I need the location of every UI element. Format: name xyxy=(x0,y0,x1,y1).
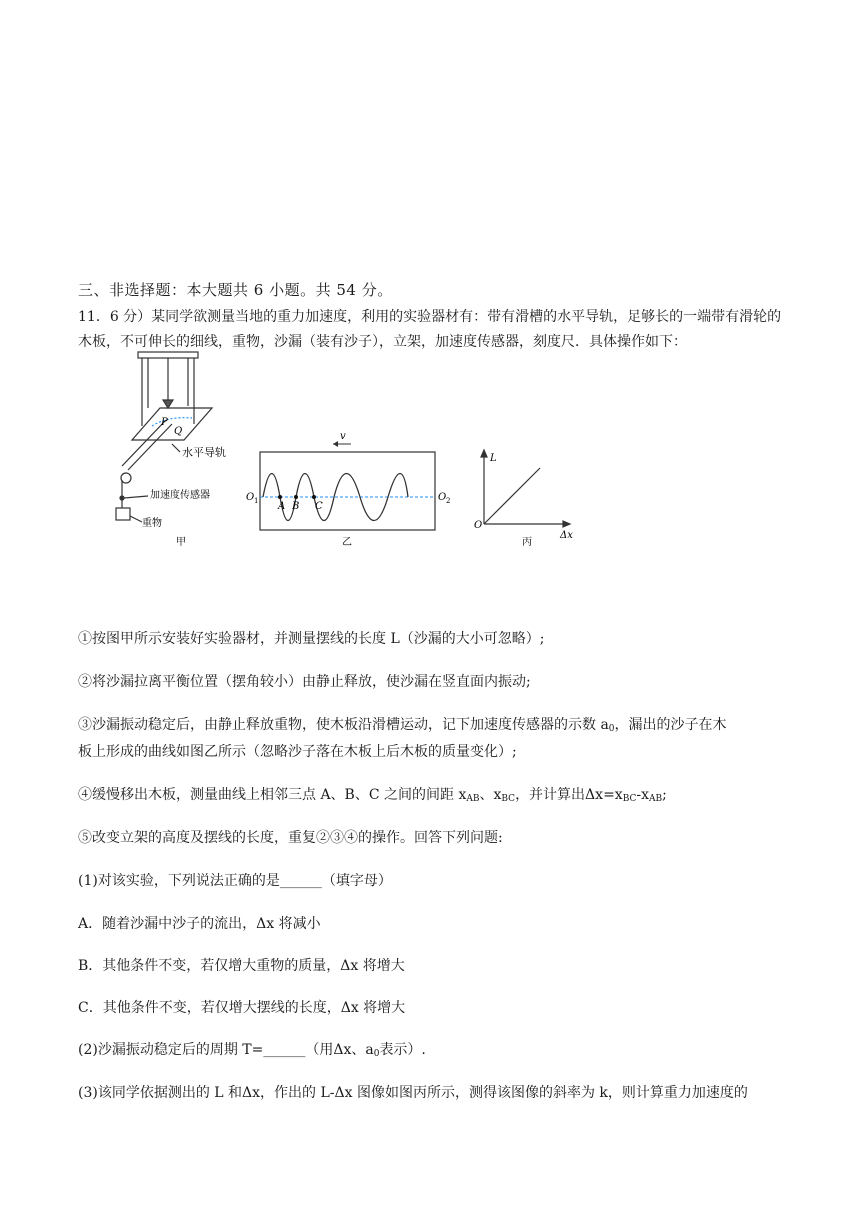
stand-top-bar xyxy=(138,352,198,358)
label-o2-sub: 2 xyxy=(446,497,451,505)
l-dx-line xyxy=(484,468,540,524)
step-5: ⑤改变立架的高度及摆线的长度，重复②③④的操作。回答下列问题: xyxy=(78,830,503,846)
label-horizontal-rail: 水平导轨 xyxy=(182,446,226,459)
leader-line xyxy=(124,496,148,498)
step-3-continued: 板上形成的曲线如图乙所示（忽略沙子落在木板上后木板的质量变化）; xyxy=(78,744,517,760)
label-c: C xyxy=(315,501,323,512)
label-dx-axis: Δx xyxy=(560,530,573,541)
question-3: (3)该同学依据测出的 L 和Δx，作出的 L-Δx 图像如图丙所示，测得该图像的斜率为 k，则计算重力加速度的 xyxy=(78,1085,748,1101)
label-acceleration-sensor: 加速度传感器 xyxy=(150,490,210,501)
label-v: v xyxy=(340,431,346,442)
label-l-axis: L xyxy=(490,453,497,464)
point-a xyxy=(278,495,282,499)
x-axis-arrow xyxy=(563,521,570,527)
horizontal-rail xyxy=(128,424,172,470)
section-title: 三、非选择题：本大题共 6 小题。共 54 分。 xyxy=(78,281,393,299)
board-outline xyxy=(260,452,435,530)
weight-block xyxy=(116,508,130,520)
experiment-figure xyxy=(108,348,588,558)
y-axis-arrow xyxy=(481,450,487,457)
option-b: B．其他条件不变，若仅增大重物的质量，Δx 将增大 xyxy=(78,958,405,974)
step-4: ④缓慢移出木板，测量曲线上相邻三点 A、B、C 之间的间距 $x_{AB}$、$x_{BC}$，并计算出$\Delta x=x_{BC}-x_{AB}$; xyxy=(78,787,667,804)
label-p: P xyxy=(161,417,168,428)
label-weight: 重物 xyxy=(142,518,162,529)
step-3: ③沙漏振动稳定后，由静止释放重物，使木板沿滑槽运动，记下加速度传感器的示数 $a_0$，漏出的沙子在木 xyxy=(78,717,727,734)
label-o1-sub: 1 xyxy=(254,497,259,505)
question-1: (1)对该实验，下列说法正确的是______（填字母） xyxy=(78,873,392,889)
point-c xyxy=(312,495,316,499)
label-origin: O xyxy=(474,520,483,531)
option-c: C．其他条件不变，若仅增大摆线的长度，Δx 将增大 xyxy=(78,1000,406,1016)
label-o2: O xyxy=(438,492,447,503)
label-b: B xyxy=(292,501,300,512)
velocity-arrowhead xyxy=(333,441,338,447)
leader-line xyxy=(130,516,142,522)
caption-bing: 丙 xyxy=(522,537,532,548)
label-o1: O xyxy=(246,492,255,503)
sensor-dot xyxy=(120,496,124,500)
question-2: (2)沙漏振动稳定后的周期 T=______（用Δx、$a_0$表示）. xyxy=(78,1042,426,1059)
step-2: ②将沙漏拉离平衡位置（摆角较小）由静止释放，使沙漏在竖直面内振动; xyxy=(78,674,531,690)
figure-yi-sand-curve xyxy=(260,441,435,530)
label-a: A xyxy=(278,501,286,512)
question-11-intro: 11．6 分）某同学欲测量当地的重力加速度，利用的实验器材有：带有滑槽的水平导轨，足够长的一端带有滑轮的木板，不可伸长的细线，重物，沙漏（装有沙子），立架，加速度传感器，刻度尺．具体操作如下： xyxy=(78,309,782,350)
caption-yi: 乙 xyxy=(342,537,352,548)
leader-line xyxy=(172,444,180,452)
caption-jia: 甲 xyxy=(176,537,186,548)
step-1: ①按图甲所示安装好实验器材，并测量摆线的长度 L（沙漏的大小可忽略）; xyxy=(78,631,545,647)
option-a: A．随着沙漏中沙子的流出，Δx 将减小 xyxy=(78,916,321,932)
sand-funnel xyxy=(163,400,173,408)
point-b xyxy=(294,495,298,499)
label-q: Q xyxy=(174,426,183,437)
